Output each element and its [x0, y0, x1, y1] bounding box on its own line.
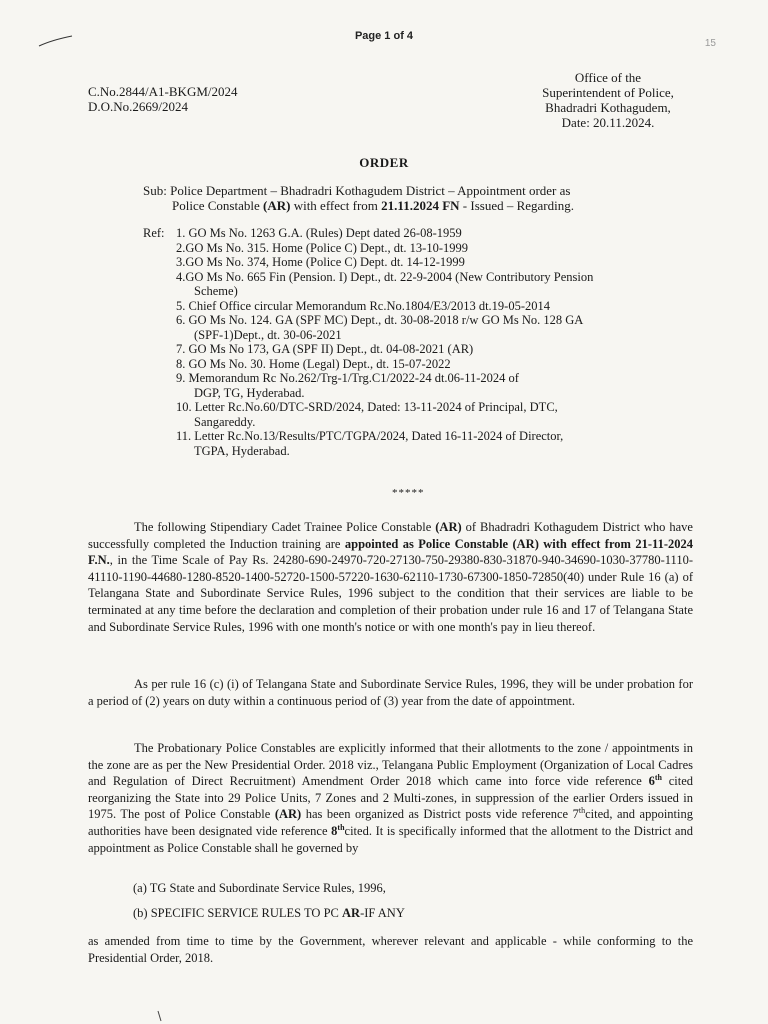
reference-item-number: 10. [176, 400, 195, 414]
paragraph-text: of Bhadradri Kothagudem District who have successfully completed the Induction training are [88, 520, 693, 551]
reference-item-text: GO Ms No. 665 Fin (Pension. I) Dept., dt. 22-9-2004 (New Contributory Pension [185, 269, 594, 284]
ordinal-suffix: th [654, 773, 662, 783]
reference-item-text: Memorandum Rc No.262/Trg-1/Trg.C1/2022-24 dt.06-11-2024 of [188, 371, 519, 385]
paragraph-text: As per rule 16 (c) (i) of Telangana State and Subordinate Service Rules, 1996, they will be under probation for a period of (2) years on duty within a continuous period of (3) year from the date of appointment. [88, 677, 693, 708]
reference-item-text: Letter Rc.No.13/Results/PTC/TGPA/2024, Dated 16-11-2024 of Director, [194, 429, 564, 443]
reference-item-number: 9. [176, 371, 189, 385]
subject-ar: (AR) [263, 198, 291, 213]
reference-number-8: 8 [331, 823, 338, 838]
reference-item-text: GO Ms No. 315. Home (Police C) Dept., dt. 13-10-1999 [185, 240, 468, 255]
reference-item-text: GO Ms No 173, GA (SPF II) Dept., dt. 04-08-2021 (AR) [188, 342, 474, 356]
references-label: Ref: [143, 226, 165, 240]
reference-item-number: 4. [176, 269, 186, 284]
references-list [143, 226, 703, 458]
reference-item [176, 400, 703, 429]
page-indicator: Page 1 of 4 [354, 30, 414, 42]
ordinal-suffix: th [578, 806, 586, 816]
paragraph-bold: (AR) [435, 520, 462, 534]
paragraph-text: The following Stipendiary Cadet Trainee Police Constable [134, 520, 436, 534]
reference-item [176, 429, 703, 458]
clause-b [133, 906, 405, 921]
office-address [528, 70, 688, 130]
subject-text: with effect from [290, 198, 382, 213]
subject-effective-date: 21.11.2024 FN [381, 198, 460, 213]
reference-item-continuation: (SPF-1)Dept., dt. 30-06-2021 [194, 327, 342, 342]
paragraph-bold: (AR) [274, 807, 302, 822]
reference-item [176, 241, 703, 256]
subject-text: - Issued – Regarding. [459, 198, 574, 213]
clause-ar: AR [342, 906, 361, 920]
section-separator: ***** [392, 487, 425, 499]
reference-item [176, 299, 703, 314]
office-line-2: Superintendent of Police, [542, 85, 674, 100]
reference-item-number: 3. [176, 255, 186, 269]
reference-item-number: 2. [176, 240, 186, 255]
office-line-1: Office of the [574, 70, 642, 85]
reference-item-continuation: Sangareddy. [194, 414, 256, 429]
reference-numbers [88, 84, 238, 114]
reference-item-text: Chief Office circular Memorandum Rc.No.1804/E3/2013 dt.19-05-2014 [188, 298, 550, 313]
reference-item-continuation: Scheme) [194, 284, 238, 298]
reference-item [176, 371, 703, 400]
reference-item-number: 11. [176, 429, 195, 443]
order-date: Date: 20.11.2024. [561, 115, 655, 130]
reference-item [176, 255, 703, 270]
order-title: ORDER [359, 155, 409, 170]
reference-item-text: GO Ms No. 1263 G.A. (Rules) Dept dated 26-08-1959 [188, 226, 462, 240]
reference-item-text: GO Ms No. 124. GA (SPF MC) Dept., dt. 30-08-2018 r/w GO Ms No. 128 GA [188, 313, 584, 327]
closing-paragraph: as amended from time to time by the Government, wherever relevant and applicable - while conforming to the Presidential Order, 2018. [88, 934, 693, 965]
reference-item-number: 5. [176, 298, 189, 313]
paragraph-allotment [88, 740, 693, 856]
subject-line-2 [143, 198, 703, 213]
reference-item [176, 357, 703, 372]
paragraph-appointment [88, 519, 693, 635]
reference-item [176, 226, 703, 241]
paragraph-text: , in the Time Scale of Pay Rs. 24280-690-24970-720-27130-750-29380-830-31870-940-34690-1030-37780-1110- 41110-1190-44680-1280-8520-1400-52720-1500-57220-1630-62110-1730-67300-1850-72850(40) under Rule 16 (a) of Telangana State and Subordinate Service Rules, 1996 subject to the condition that their services are liable to be terminated at any time before the declaration and completion of their probation under rule 16 and 17 of Telangana State and Subordinate Service Rules, 1996 with one month's notice or with one month's pay in lieu thereof. [88, 553, 693, 634]
ordinal-suffix: th [337, 822, 345, 832]
paragraph-text: cited reorganizing the State into 29 Police Units, 7 Zones and 2 Multi-zones, in suppression of the earlier Orders issued in 1975. The post of Police Constable [88, 774, 693, 822]
reference-item-text: Letter Rc.No.60/DTC-SRD/2024, Dated: 13-11-2024 of Principal, DTC, [194, 400, 558, 414]
corner-handwritten-number: 15 [704, 38, 716, 49]
paragraph-text: cited. It is specifically informed that the allotment to the District and appointment as Police Constable shall he governed by [88, 823, 693, 855]
reference-item [176, 270, 703, 299]
subject-text: Police Constable [172, 198, 263, 213]
reference-item-number: 1. [176, 226, 189, 240]
stray-tick-mark [156, 1010, 164, 1022]
paragraph-text: cited, and appointing authorities have been designated vide reference [88, 807, 694, 838]
reference-item-number: 7. [176, 342, 189, 356]
paragraph-bold: appointed as Police Constable (AR) with effect from 21-11-2024 F.N. [88, 536, 693, 568]
clause-a: (a) TG State and Subordinate Service Rules, 1996, [133, 881, 386, 895]
paragraph-text: The Probationary Police Constables are explicitly informed that their allotments to the zone / appointments in the zone are as per the New Presidential Order. 2018 viz., Telangana Public Employment (Organization of Local Cadres and Regulation of Direct Recruitment) Amendment Order 2018 which came into force vide reference [88, 741, 693, 789]
office-line-3: Bhadradri Kothagudem, [545, 100, 671, 115]
reference-item-number: 8. [176, 356, 189, 371]
paragraph-text: has been organized as District posts vide reference 7 [301, 807, 579, 822]
reference-item [176, 313, 703, 342]
reference-item [176, 342, 703, 357]
reference-item-continuation: TGPA, Hyderabad. [194, 443, 290, 458]
clause-text: -IF ANY [360, 906, 405, 920]
clause-text: (b) SPECIFIC SERVICE RULES TO PC [133, 906, 342, 920]
paragraph-probation [88, 676, 693, 709]
subject-line-1: Sub: Police Department – Bhadradri Kothagudem District – Appointment order as [143, 183, 571, 198]
reference-number-6: 6 [648, 774, 655, 789]
reference-item-text: GO Ms No. 30. Home (Legal) Dept., dt. 15-07-2022 [188, 356, 451, 371]
case-number: C.No.2844/A1-BKGM/2024 [88, 84, 238, 99]
reference-item-number: 6. [176, 313, 189, 327]
reference-item-text: GO Ms No. 374, Home (Police C) Dept. dt. 14-12-1999 [185, 255, 465, 269]
pen-stroke-mark [38, 34, 74, 48]
subject-line [143, 183, 703, 213]
reference-item-continuation: DGP, TG, Hyderabad. [194, 385, 305, 400]
references-items [143, 226, 703, 458]
do-number: D.O.No.2669/2024 [88, 99, 189, 114]
